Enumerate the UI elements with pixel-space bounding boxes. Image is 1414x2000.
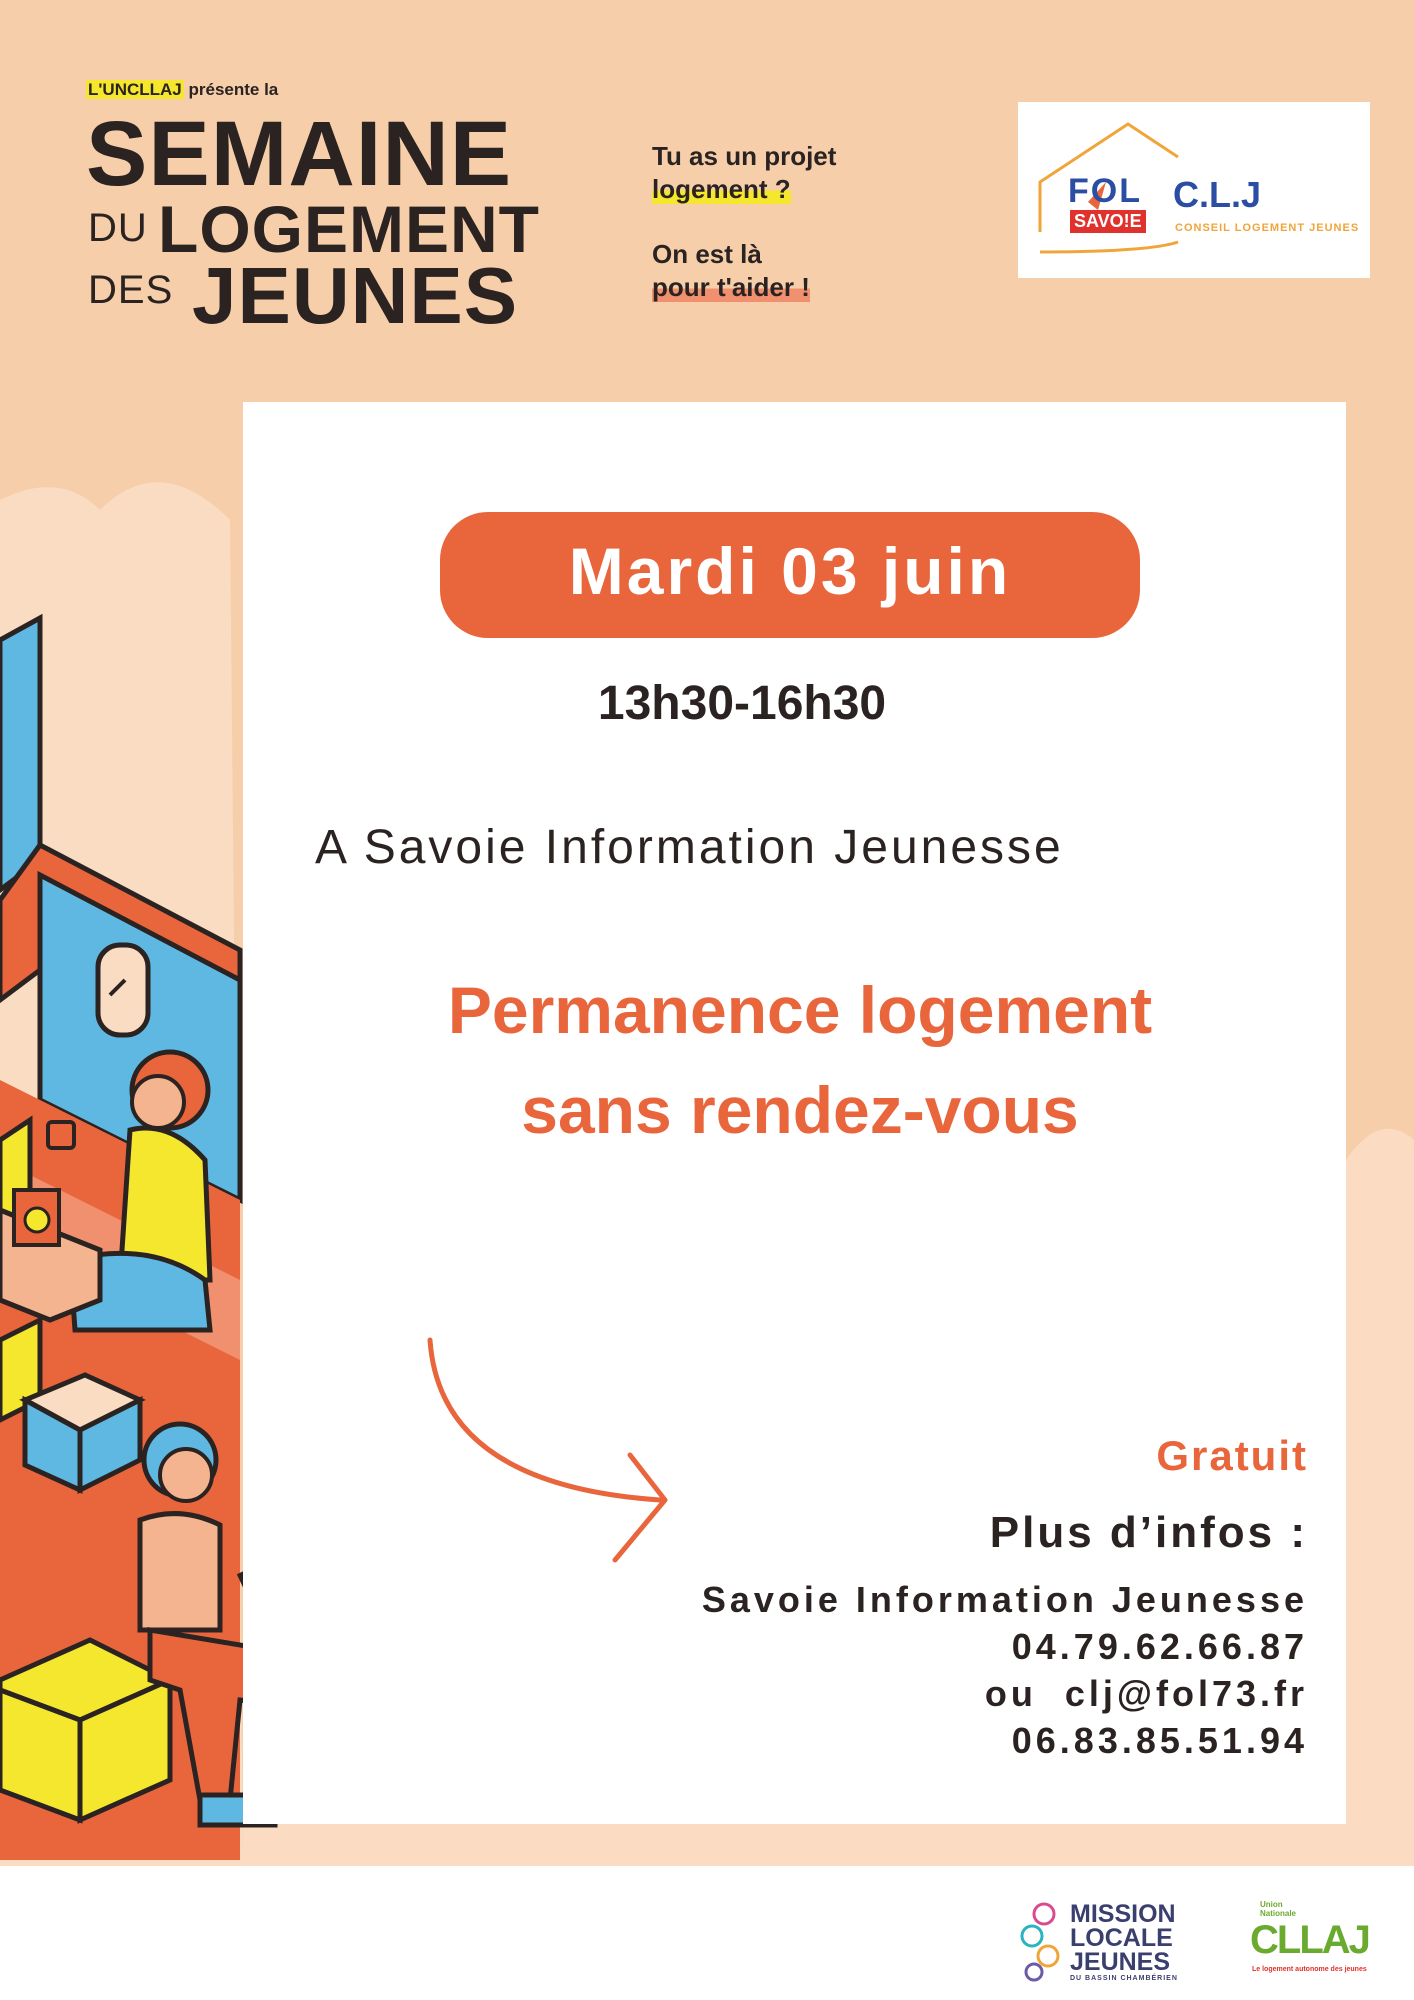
mission-locale-logo-icon (1018, 1900, 1070, 1984)
event-date-pill: Mardi 03 juin (440, 512, 1140, 638)
contact-details (702, 1576, 1308, 1764)
event-headline (300, 960, 1300, 1160)
ml-line1: MISSION (1070, 1900, 1176, 1928)
title-logement: LOGEMENT (158, 192, 540, 266)
savoie-badge: SAVO!E (1070, 210, 1146, 233)
footer-partners (0, 1866, 1414, 2000)
uncllaj-union: Union Nationale (1260, 1900, 1297, 1918)
tagline-project (652, 140, 836, 205)
contact-email[interactable]: ou clj@fol73.fr (984, 1673, 1308, 1714)
uncllaj-wordmark: CLLAJ (1250, 1918, 1369, 1962)
tagline-help (652, 238, 810, 303)
price-label: Gratuit (1156, 1432, 1308, 1479)
tagline-project-line1: Tu as un projet (652, 141, 837, 171)
tagline-help-line1: On est là (652, 239, 762, 269)
mission-locale-logo (1070, 1902, 1178, 1984)
contact-phone-1[interactable]: 04.79.62.66.87 (1011, 1626, 1308, 1667)
ml-subtitle: DU BASSIN CHAMBÉRIEN (1070, 1975, 1178, 1982)
more-info-label: Plus d’infos : (989, 1508, 1308, 1557)
clj-subtitle: CONSEIL LOGEMENT JEUNES (1175, 222, 1360, 234)
clj-text: C.L.J (1173, 174, 1262, 215)
uncllaj-tagline: Le logement autonome des jeunes (1252, 1966, 1367, 1973)
event-hours: 13h30-16h30 (597, 677, 887, 730)
title-du: DU (88, 206, 148, 250)
uncllaj-logo (1250, 1900, 1390, 1980)
ml-line3: JEUNES (1070, 1948, 1171, 1976)
tagline-project-line2: logement ? (652, 173, 791, 204)
event-headline-line2: sans rendez-vous (521, 1073, 1079, 1147)
title-jeunes: JEUNES (192, 251, 519, 340)
curved-arrow-icon (420, 1335, 680, 1575)
ml-line2: LOCALE (1070, 1924, 1173, 1952)
event-headline-line1: Permanence logement (447, 973, 1153, 1047)
title-des: DES (88, 268, 174, 312)
presenter-suffix: présente la (188, 80, 279, 99)
fol-text: FOL (1068, 172, 1142, 210)
contact-phone-2[interactable]: 06.83.85.51.94 (1011, 1720, 1308, 1761)
event-place: A Savoie Information Jeunesse (315, 821, 1064, 874)
presenter-line (86, 80, 278, 100)
contact-org: Savoie Information Jeunesse (701, 1579, 1308, 1620)
title-semaine: SEMAINE (86, 103, 513, 205)
fol-clj-logo (1018, 102, 1370, 278)
presenter-org: L'UNCLLAJ (88, 80, 182, 99)
tagline-help-line2: pour t'aider ! (652, 271, 810, 302)
